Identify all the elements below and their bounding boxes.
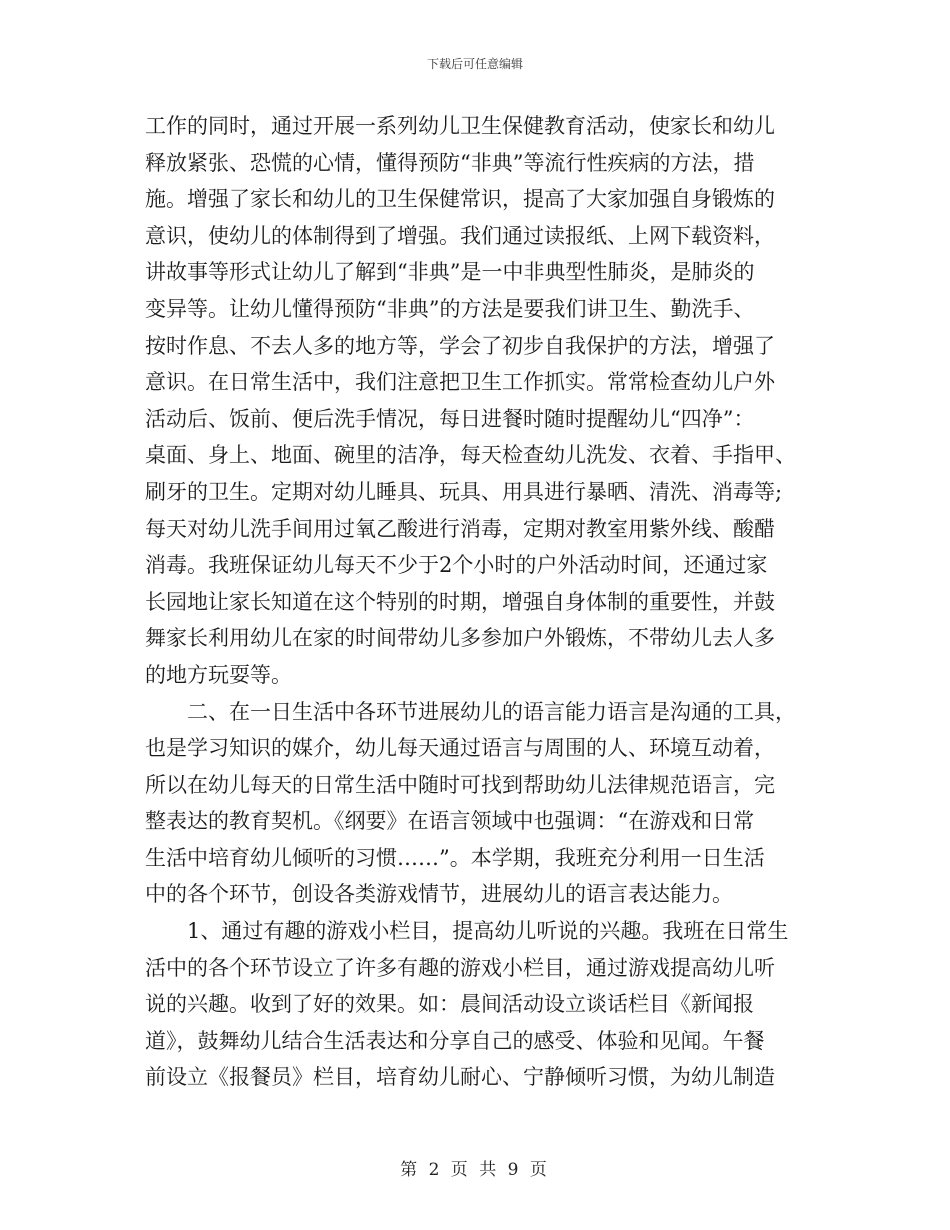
text-line: 说的兴趣。收到了好的效果。如：晨间活动设立谈话栏目《新闻报 [145,992,754,1017]
text-line: 整表达的教育契机。《纲要》在语言领域中也强调：“在游戏和日常 [145,809,755,834]
text-line: 1、通过有趣的游戏小栏目，提高幼儿听说的兴趣。我班在日常生 [187,919,789,944]
text-line: 二、在一日生活中各环节进展幼儿的语言能力语言是沟通的工具， [187,699,796,724]
text-line: 活中的各个环节设立了许多有趣的游戏小栏目，通过游戏提高幼儿听 [145,955,775,980]
text-line: 讲故事等形式让幼儿了解到“非典”是一中非典型性肺炎，是肺炎的 [145,260,755,285]
text-line: 所以在幼儿每天的日常生活中随时可找到帮助幼儿法律规范语言，完 [145,772,775,797]
text-line: 中的各个环节，创设各类游戏情节，进展幼儿的语言表达能力。 [145,882,733,907]
text-line: 消毒。我班保证幼儿每天不少于2个小时的户外活动时间，还通过家 [145,553,768,578]
text-line: 意识。在日常生活中，我们注意把卫生工作抓实。常常检查幼儿户外 [145,370,775,395]
text-line: 舞家长利用幼儿在家的时间带幼儿多参加户外锻炼，不带幼儿去人多 [145,626,775,651]
text-line: 工作的同时，通过开展一系列幼儿卫生保健教育活动，使家长和幼儿 [145,114,775,138]
text-line: 道》，鼓舞幼儿结合生活表达和分享自己的感受、体验和见闻。午餐 [145,1028,765,1053]
text-line: 意识，使幼儿的体制得到了增强。我们通过读报纸、上网下载资料， [145,223,775,248]
text-line: 按时作息、不去人多的地方等，学会了初步自我保护的方法，增强了 [145,333,775,358]
text-line: 前设立《报餐员》栏目，培育幼儿耐心、宁静倾听习惯，为幼儿制造 [145,1065,775,1090]
document-body [145,108,805,1096]
page-header: 下载后可任意编辑 [426,57,523,71]
text-line: 桌面、身上、地面、碗里的洁净，每天检查幼儿洗发、衣着、手指甲、 [145,443,796,468]
text-line: 变异等。让幼儿懂得预防“非典”的方法是要我们讲卫生、勤洗手、 [145,296,755,321]
text-line: 刷牙的卫生。定期对幼儿睡具、玩具、用具进行暴晒、清洗、消毒等; [145,479,783,504]
text-line: 长园地让家长知道在这个特别的时期，增强自身体制的重要性，并鼓 [145,589,775,614]
text-line: 也是学习知识的媒介，幼儿每天通过语言与周围的人、环境互动着， [145,736,775,761]
text-line: 施。增强了家长和幼儿的卫生保健常识，提高了大家加强自身锻炼的 [145,187,775,212]
text-line: 的地方玩耍等。 [145,662,292,687]
text-line: 每天对幼儿洗手间用过氧乙酸进行消毒，定期对教室用紫外线、酸醋 [145,516,775,541]
page-footer: 第 2 页 共 9 页 [400,1160,550,1180]
text-line: 生活中培育幼儿倾听的习惯……”。本学期，我班充分利用一日生活 [145,845,765,870]
text-line: 释放紧张、恐慌的心情，懂得预防“非典”等流行性疾病的方法，措 [145,150,755,175]
text-line: 活动后、饭前、便后洗手情况，每日进餐时随时提醒幼儿“四净”： [145,406,755,431]
